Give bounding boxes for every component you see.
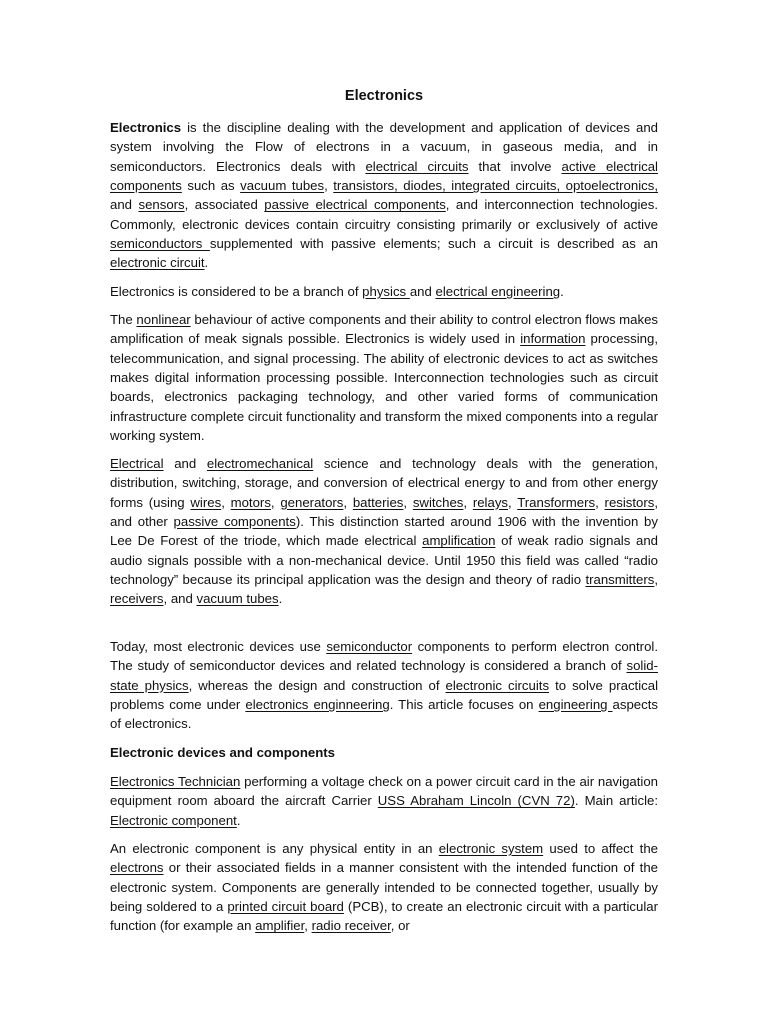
text: An electronic component is any physical entity in an	[110, 841, 439, 856]
link-information[interactable]: information	[520, 331, 586, 347]
link-radio-receiver[interactable]: radio receiver	[311, 918, 391, 934]
paragraph-electrical	[110, 454, 658, 609]
link-electrical[interactable]: Electrical	[110, 456, 164, 471]
text: .	[236, 812, 241, 828]
text: . Main article:	[574, 793, 659, 809]
text: .	[278, 591, 283, 607]
text: , and other	[110, 494, 659, 530]
text: ,	[270, 494, 281, 510]
link-electronics-technician[interactable]: Electronics Technician	[110, 774, 241, 789]
text: and	[110, 197, 139, 213]
text: Today, most electronic devices use	[110, 639, 327, 654]
link-semiconductor[interactable]: semiconductor	[326, 639, 413, 654]
link-batteries[interactable]: batteries	[352, 494, 404, 510]
link-motors[interactable]: motors	[230, 494, 271, 510]
link-electrons[interactable]: electrons	[110, 860, 164, 876]
link-sensors[interactable]: sensors	[138, 197, 185, 213]
paragraph-today	[110, 637, 658, 734]
text: such as	[181, 178, 241, 194]
text: is the discipline dealing with the development and application of devices and system involving the Flow of electrons in a vacuum, in gaseous media, and in semiconductors. Electronics deals with	[110, 120, 658, 174]
text: (PCB), to create an electronic circuit with a particular function (for example an	[110, 899, 658, 934]
text: The	[110, 312, 137, 327]
text: ,	[654, 572, 658, 588]
text: ,	[595, 494, 605, 510]
paragraph-branch	[110, 282, 658, 301]
link-electromechanical[interactable]: electromechanical	[206, 456, 314, 471]
link-electronic-circuits[interactable]: electronic circuits	[445, 677, 550, 693]
text: ,	[403, 494, 413, 510]
link-amplifier[interactable]: amplifier	[255, 918, 305, 934]
link-transmitters[interactable]: transmitters	[585, 572, 655, 588]
link-electrical-engineering[interactable]: electrical engineering	[435, 284, 561, 299]
bold-term: Electronics	[110, 120, 182, 135]
link-electronic-component[interactable]: Electronic component	[110, 812, 237, 828]
text: ,	[221, 494, 231, 510]
text: of weak radio signals and audio signals possible with a non-mechanical device. Until 1950 this field was called “radio technology” because its principal application was the design and theory of radio	[110, 533, 658, 588]
link-vacuum-tubes-2[interactable]: vacuum tubes	[196, 591, 279, 607]
link-switches[interactable]: switches	[412, 494, 464, 510]
text: , and interconnection technologies. Commonly, electronic devices contain circuitry consisting primarily or exclusively of active	[110, 197, 658, 232]
text: or their associated fields in a manner consistent with the intended function of the electronic system. Components are generally intended to be connected together, usually by being soldered to a	[110, 860, 658, 915]
document-title: Electronics	[344, 88, 424, 104]
link-physics[interactable]: physics	[362, 284, 410, 299]
text: performing a voltage check on a power circuit card in the air navigation equipment room aboard the aircraft Carrier	[110, 774, 659, 809]
text: and	[163, 456, 207, 471]
text: supplemented with passive elements; such a circuit is described as an	[209, 236, 658, 252]
text: used to affect the	[543, 841, 658, 856]
text: ,	[343, 494, 353, 510]
text: behaviour of active components and their ability to control electron flows makes amplification of meak signals possible. Electronics is widely used in	[110, 312, 658, 347]
text: Electronics is considered to be a branch of	[110, 284, 363, 299]
link-passive-electrical-components[interactable]: passive electrical components	[264, 197, 446, 213]
text: , and	[163, 591, 197, 607]
link-printed-circuit-board[interactable]: printed circuit board	[227, 899, 344, 915]
link-relays[interactable]: relays	[472, 494, 509, 510]
link-transistors[interactable]: transistors, diodes, integrated circuits, optoelectronics,	[333, 178, 659, 194]
link-wires[interactable]: wires	[190, 494, 222, 510]
link-semiconductors[interactable]: semiconductors	[110, 236, 210, 252]
paragraph-component	[110, 839, 658, 936]
text: and	[409, 284, 436, 299]
text: , whereas the design and construction of	[188, 677, 446, 693]
text: . This article focuses on	[389, 697, 539, 713]
text: aspects of electronics.	[110, 697, 658, 732]
link-electronic-system[interactable]: electronic system	[438, 841, 544, 856]
link-electronic-circuit[interactable]: electronic circuit	[110, 255, 205, 271]
text: , or	[390, 918, 410, 934]
paragraph-technician	[110, 772, 658, 830]
link-resistors[interactable]: resistors	[604, 494, 655, 510]
text: processing, telecommunication, and signal processing. The ability of electronic devices to act as switches makes digital information processing possible. Interconnection technologies such as circuit boards, electronics packaging technology, and other varied forms of communication infrastructure complete circuit functionality and transform the mixed components into a regular working system.	[110, 331, 658, 444]
text: , associated	[184, 197, 265, 213]
text: ,	[508, 494, 518, 510]
link-engineering[interactable]: engineering	[538, 697, 613, 713]
paragraph-intro	[110, 118, 658, 273]
link-electrical-circuits[interactable]: electrical circuits	[365, 158, 469, 174]
section-heading: Electronic devices and components	[110, 745, 335, 760]
paragraph-nonlinear	[110, 310, 658, 445]
link-uss-abraham-lincoln[interactable]: USS Abraham Lincoln (CVN 72)	[377, 793, 575, 809]
text: to solve practical problems come under	[110, 677, 658, 713]
text: ,	[463, 494, 473, 510]
link-transformers[interactable]: Transformers	[517, 494, 596, 510]
text: ,	[324, 178, 334, 194]
text: science and technology deals with the generation, distribution, switching, storage, and conversion of electrical energy to and from other energy forms (using	[110, 456, 658, 510]
link-passive-components[interactable]: passive components	[173, 514, 296, 530]
text: .	[560, 284, 564, 299]
text: components to perform electron control. The study of semiconductor devices and related technology is considered a branch of	[110, 639, 658, 674]
link-solid-state-physics[interactable]: solid-state physics	[110, 658, 658, 693]
text: that involve	[468, 158, 562, 174]
text: ,	[304, 918, 312, 934]
link-generators[interactable]: generators	[280, 494, 344, 510]
link-electronics-engineering[interactable]: electronics enginneering	[245, 697, 390, 713]
text: .	[204, 255, 209, 271]
link-nonlinear[interactable]: nonlinear	[136, 312, 191, 327]
link-active-electrical-components[interactable]: active electrical components	[110, 158, 658, 194]
link-amplification[interactable]: amplification	[422, 533, 496, 549]
link-receivers[interactable]: receivers	[110, 591, 164, 607]
link-vacuum-tubes[interactable]: vacuum tubes	[240, 178, 325, 194]
text: ). This distinction started around 1906 with the invention by Lee De Forest of the triode, which made electrical	[110, 514, 658, 549]
